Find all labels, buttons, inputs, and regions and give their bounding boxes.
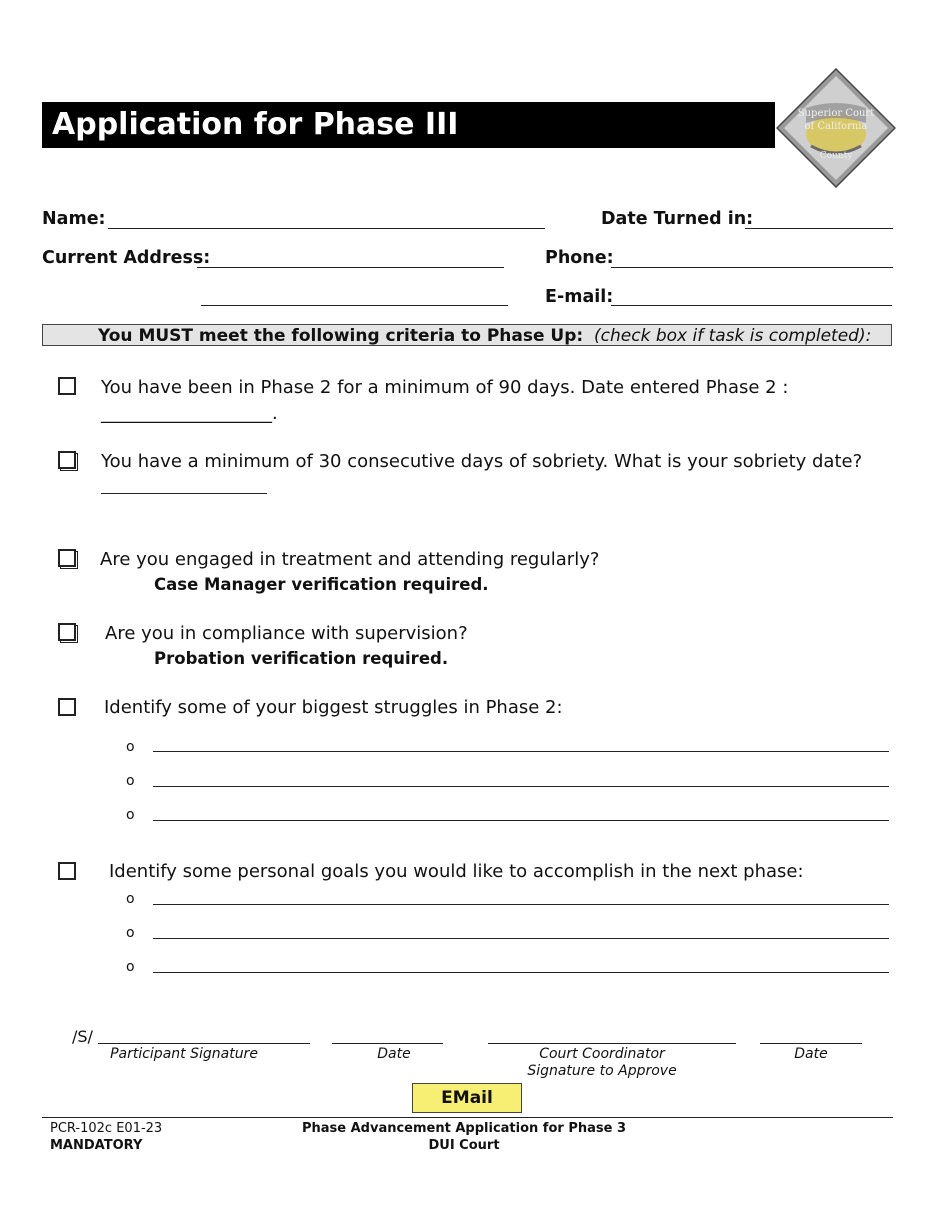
criteria-heading-italic: (check box if task is completed): <box>594 326 872 346</box>
coordinator-caption-line1: Court Coordinator <box>539 1046 665 1062</box>
bullet: o <box>126 739 135 755</box>
seal-text-line2: of California <box>804 121 868 132</box>
seal-text-line3: County <box>819 151 853 161</box>
probation-note: Probation verification required. <box>154 649 449 668</box>
criteria-item-supervision: Are you in compliance with supervision? <box>105 623 468 644</box>
bullet: o <box>126 959 135 975</box>
date-turned-in-field[interactable] <box>745 228 893 229</box>
coordinator-date-field[interactable] <box>760 1043 862 1044</box>
phone-label: Phone: <box>545 248 614 268</box>
date-turned-in-label: Date Turned in: <box>601 209 754 229</box>
checkbox-treatment[interactable] <box>58 549 76 567</box>
footer-divider <box>42 1117 893 1118</box>
criteria-item-treatment: Are you engaged in treatment and attending regularly? <box>100 549 600 570</box>
address-field-line2[interactable] <box>201 305 508 306</box>
criteria-item-struggles: Identify some of your biggest struggles in Phase 2: <box>104 697 563 718</box>
date-caption-2: Date <box>794 1046 828 1062</box>
date-entered-phase2-blank[interactable]: ___________________. <box>101 403 278 424</box>
checkbox-sobriety[interactable] <box>58 451 76 469</box>
checkbox-phase2-days[interactable] <box>58 377 76 395</box>
case-manager-note: Case Manager verification required. <box>154 575 489 594</box>
court-seal-logo <box>776 68 896 188</box>
footer-subtitle: DUI Court <box>428 1138 500 1153</box>
participant-signature-field[interactable] <box>98 1043 310 1044</box>
date-caption-1: Date <box>377 1046 411 1062</box>
criteria-item-sobriety: You have a minimum of 30 consecutive days of sobriety. What is your sobriety date? <box>101 451 863 472</box>
address-field-line1[interactable] <box>197 267 504 268</box>
participant-signature-caption: Participant Signature <box>110 1046 258 1062</box>
seal-text-line1: Superior Court <box>797 108 875 119</box>
criteria-item-goals: Identify some personal goals you would like to accomplish in the next phase: <box>109 861 804 882</box>
phone-field[interactable] <box>611 267 893 268</box>
bullet: o <box>126 773 135 789</box>
participant-date-field[interactable] <box>332 1043 443 1044</box>
goal-line-2[interactable] <box>153 938 889 939</box>
coordinator-caption-line2: Signature to Approve <box>527 1063 677 1079</box>
email-label: E-mail: <box>545 287 614 307</box>
email-field[interactable] <box>611 305 892 306</box>
struggle-line-2[interactable] <box>153 786 889 787</box>
email-button[interactable]: EMail <box>412 1083 522 1113</box>
checkbox-supervision[interactable] <box>58 623 76 641</box>
bullet: o <box>126 807 135 823</box>
sobriety-date-field[interactable] <box>101 493 267 494</box>
criteria-heading-bold: You MUST meet the following criteria to Phase Up: <box>98 326 584 346</box>
goal-line-1[interactable] <box>153 904 889 905</box>
name-label: Name: <box>42 209 106 229</box>
goal-line-3[interactable] <box>153 972 889 973</box>
mandatory-label: MANDATORY <box>50 1138 143 1153</box>
coordinator-signature-field[interactable] <box>488 1043 736 1044</box>
page-title: Application for Phase III <box>52 107 459 142</box>
checkbox-goals[interactable] <box>58 862 76 880</box>
criteria-heading <box>98 326 871 346</box>
struggle-line-1[interactable] <box>153 751 889 752</box>
checkbox-struggles[interactable] <box>58 698 76 716</box>
signature-prefix: /S/ <box>72 1027 93 1046</box>
name-field[interactable] <box>108 228 545 229</box>
bullet: o <box>126 925 135 941</box>
struggle-line-3[interactable] <box>153 820 889 821</box>
footer-title: Phase Advancement Application for Phase 3 <box>301 1121 627 1136</box>
form-code: PCR-102c E01-23 <box>50 1121 163 1136</box>
bullet: o <box>126 891 135 907</box>
criteria-item-phase2-days: You have been in Phase 2 for a minimum of 90 days. Date entered Phase 2 : <box>101 377 789 398</box>
current-address-label: Current Address: <box>42 248 211 268</box>
